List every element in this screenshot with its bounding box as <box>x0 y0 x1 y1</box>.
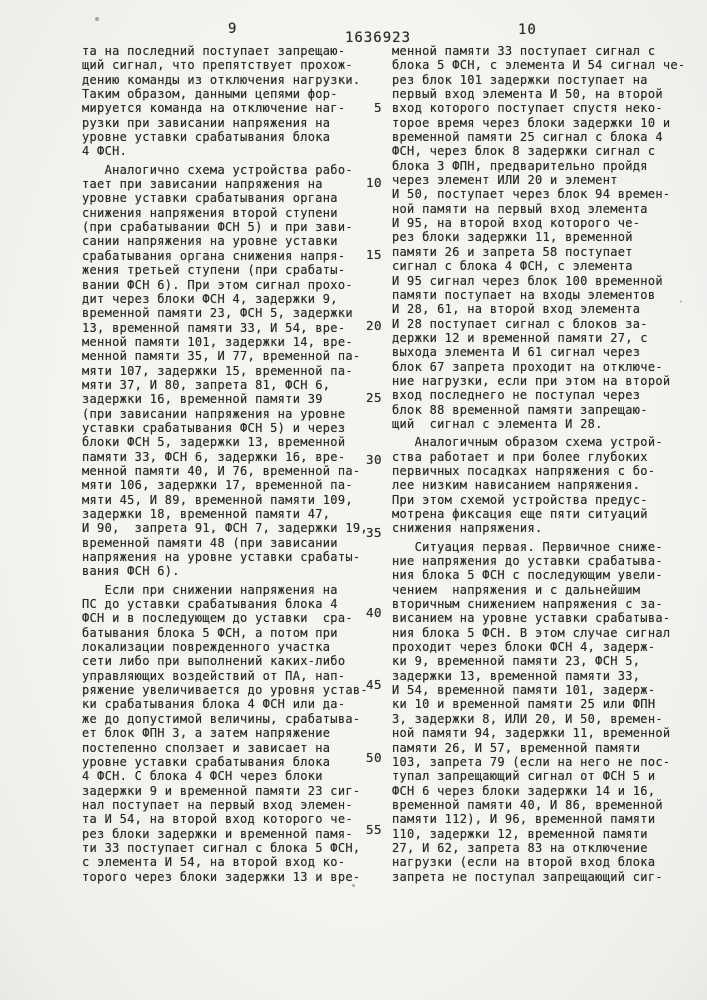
paragraph: Если при снижении напряжения на ПС до уставки срабатывания блока 4 ФСН и в последующем до уставки сра- батывания блока 5 ФСН, а потом при локализации поврежденного участка сети либо при выполнений каких-либо управляющих воздействий от ПА, нап- ряжение увеличивается до уровня устав- ки срабатывания блока 4 ФСН или да- же до допустимой величины, срабатыва- ет блок ФПН 3, а затем напряжение постепенно сползает и зависает на уровне уставки срабатывания блока 4 ФСН. С блока 4 ФСН через блоки задержки 9 и временной памяти 23 сиг- нал поступает на первый вход элемен- та И 54, на второй вход которого че- рез блоки задержки и временной памя- ти 33 поступает сигнал с блока 5 ФСН, с элемента И 54, на второй вход ко- торого через блоки задержки 13 и вре- <box>82 582 368 884</box>
scan-speck <box>680 300 682 303</box>
gutter-line-number: 45 <box>365 677 382 692</box>
text-column-right <box>392 44 684 888</box>
paragraph: Аналогичным образом схема устрой- ства работает и при более глубоких первичных посадках напряжения с бо- лее низким нависанием напряжения. При этом схемой устройства предус- мотрена фиксация еще пяти ситуаций снижения напряжения. <box>392 435 663 536</box>
gutter-line-number: 40 <box>365 605 382 620</box>
page-number-right: 10 <box>518 22 537 38</box>
gutter-line-number: 25 <box>365 390 382 405</box>
text-column-left <box>82 44 374 888</box>
gutter-line-number: 55 <box>365 822 382 837</box>
gutter-line-number: 50 <box>365 750 382 765</box>
paragraph: Ситуация первая. Первичное сниже- ние напряжения до уставки срабатыва- ния блока 5 ФСН с последующим увели- чением напряжения и с дальнейшим вторичным снижением напряжения с за- висанием на уровне уставки срабатыва- ния блока 5 ФСН. В этом случае сигнал проходит через блоки ФСН 4, задерж- ки 9, временной памяти 23, ФСН 5, задержки 13, временной памяти 33, И 54, временной памяти 101, задерж- ки 10 и временной памяти 25 или ФПН 3, задержки 8, ИЛИ 20, И 50, времен- ной памяти 94, задержки 11, временной памяти 26, И 57, временной памяти 103, запрета 79 (если на него не пос- тупал запрещающий сигнал от ФСН 5 и ФСН 6 через блоки задержки 14 и 16, временной памяти 40, И 86, временной памяти 112), И 96, временной памяти 110, задержки 12, временной памяти 27, И 62, запрета 83 на отключение нагрузки (если на второй вход блока запрета не поступал запрещающий сиг- <box>392 539 671 884</box>
gutter-line-number: 35 <box>365 525 382 540</box>
scan-speck <box>95 17 99 21</box>
paragraph: Аналогично схема устройства рабо- тает при зависании напряжения на уровне уставки срабатывания органа снижения напряжения второй ступени (при срабатывании ФСН 5) и при зави- сании напряжения на уровне уставки срабатывания органа снижения напря- жения третьей ступени (при срабаты- вании ФСН 6). При этом сигнал прохо- дит через блоки ФСН 4, задержки 9, временной памяти 23, ФСН 5, задержки 13, временной памяти 33, И 54, вре- менной памяти 101, задержки 14, вре- менной памяти 35, И 77, временной па- мяти 107, задержки 15, временной па- мяти 37, И 80, запрета 81, ФСН 6, задержки 16, временной памяти 39 (при зависании напряжения на уровне уставки срабатывания ФСН 5) и через блоки ФСН 5, задержки 13, временной памяти 33, ФСН 6, задержки 16, вре- менной памяти 40, И 76, временной па- мяти 106, задержки 17, временной па- мяти 45, И 89, временной памяти 109, задержки 18, временной памяти 47, И 90, запрета 91, ФСН 7, задержки 19, временной памяти 48 (при зависании напряжения на уровне уставки срабаты- вания ФСН 6). <box>82 162 368 579</box>
gutter-line-number: 10 <box>365 175 382 190</box>
gutter-line-number: 30 <box>365 452 382 467</box>
paragraph: менной памяти 33 поступает сигнал с блока 5 ФСН, с элемента И 54 сигнал че- рез блок 101 задержки поступает на первый вход элемента И 50, на второй вход которого поступает спустя неко- торое время через блоки задержки 10 и временной памяти 25 сигнал с блока 4 ФСН, через блок 8 задержки сигнал с блока 3 ФПН, предварительно пройдя через элемент ИЛИ 20 и элемент И 50, поступает через блок 94 времен- ной памяти на первый вход элемента И 95, на второй вход которого че- рез блоки задержки 11, временной памяти 26 и запрета 58 поступает сигнал с блока 4 ФСН, с элемента И 95 сигнал через блок 100 временной памяти поступает на входы элементов И 28, 61, на второй вход элемента И 28 поступает сигнал с блоков за- держки 12 и временной памяти 27, с выхода элемента И 61 сигнал через блок 67 запрета проходит на отключе- ние нагрузки, если при этом на второй вход последнего не поступал через блок 88 временной памяти запрещаю- щий сигнал с элемента И 28. <box>392 44 686 431</box>
paragraph: та на последний поступает запрещаю- щий сигнал, что препятствует прохож- дению команды из отключения нагрузки. Таким образом, данными цепями фор- мируется команда на отключение наг- рузки при зависании напряжения на уровне уставки срабатывания блока 4 ФСН. <box>82 44 361 159</box>
patent-number: 1636923 <box>345 30 412 46</box>
page-number-left: 9 <box>228 21 238 37</box>
scan-speck <box>352 884 355 887</box>
gutter-line-number: 15 <box>365 247 382 262</box>
gutter-line-number: 20 <box>365 318 382 333</box>
gutter-line-number: 5 <box>373 100 382 115</box>
